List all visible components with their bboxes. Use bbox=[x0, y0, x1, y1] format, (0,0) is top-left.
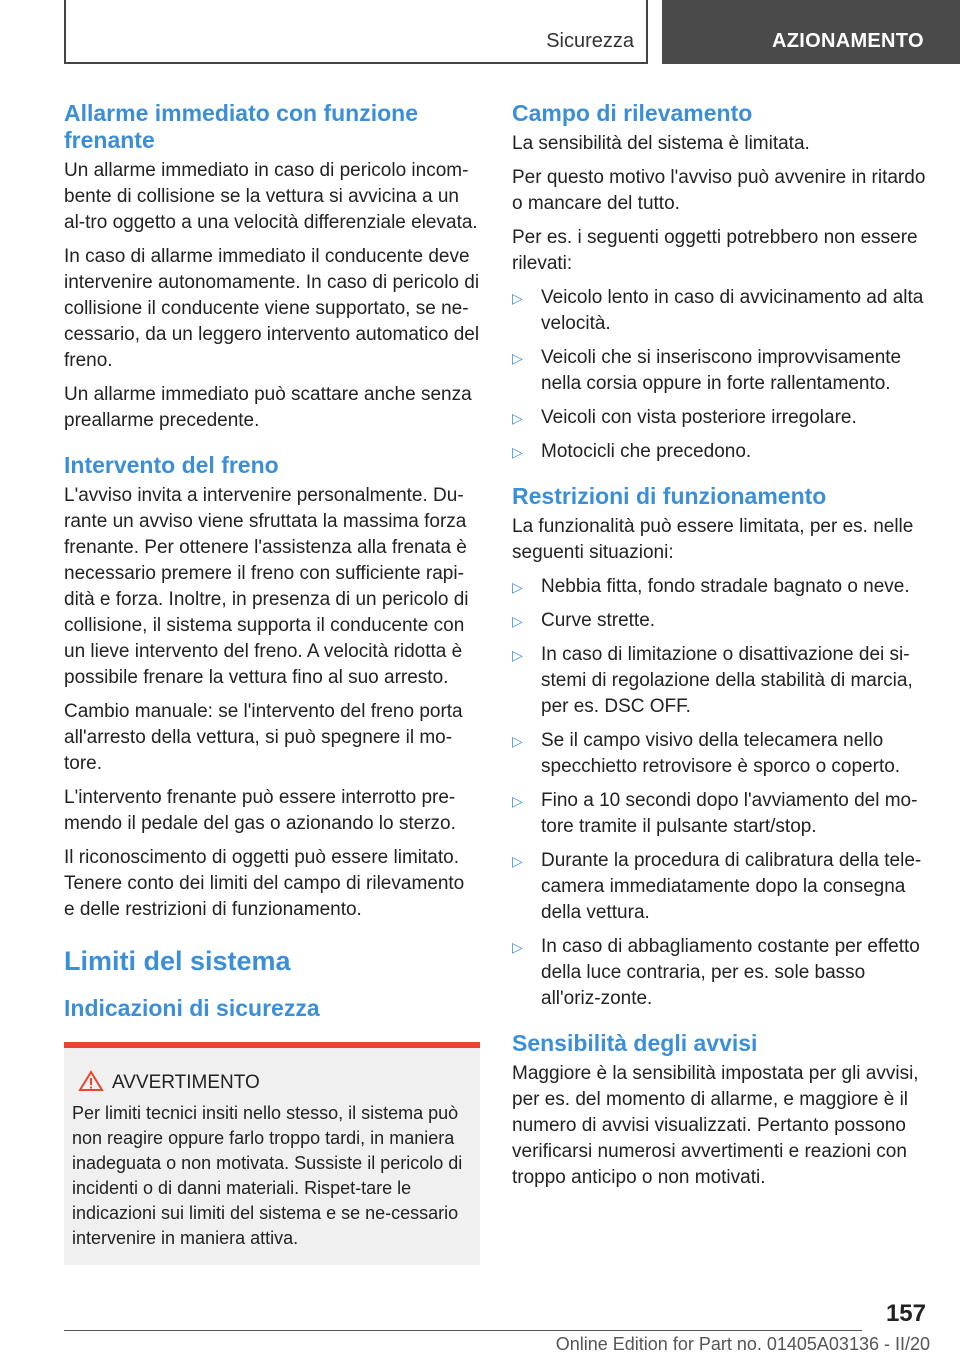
warning-box bbox=[64, 1042, 480, 1265]
bullet-triangle-icon: ▷ bbox=[512, 939, 523, 955]
bullet-triangle-icon: ▷ bbox=[512, 853, 523, 869]
bullet-triangle-icon: ▷ bbox=[512, 613, 523, 629]
bullet-triangle-icon: ▷ bbox=[512, 579, 523, 595]
heading-warning-sensitivity: Sensibilità degli avvisi bbox=[512, 1030, 758, 1056]
paragraph: La funzionalità può essere limitata, per es. nelle seguenti situazioni: bbox=[512, 516, 914, 563]
paragraph: Un allarme immediato può scattare anche senza preallarme precedente. bbox=[64, 384, 472, 431]
paragraph: In caso di allarme immediato il conducente deve intervenire autonomamente. In caso di pericolo di collisione il conducente viene supportato, se ne-cessario, da un leggero intervento automatico del freno. bbox=[64, 246, 480, 371]
paragraph: L'avviso invita a intervenire personalmente. Du-rante un avviso viene sfruttata la massima forza frenante. Per ottenere l'assistenza alla frenata è necessario premere il freno con sufficiente rapi-dità e forza. Inoltre, in presenza di un pericolo di collisione, il sistema supporta il conducente con un lieve intervento del freno. A velocità ridotta è possibile frenare la vettura fino al suo arresto. bbox=[64, 485, 469, 688]
list-item: ▷ Veicoli con vista posteriore irregolare. bbox=[512, 405, 926, 431]
warning-title-text: AVVERTIMENTO bbox=[112, 1072, 260, 1093]
footer-edition: Online Edition for Part no. 01405A03136 - II/20 bbox=[555, 1334, 930, 1354]
list-item: ▷ In caso di limitazione o disattivazione dei si-stemi di regolazione della stabilità di marcia, per es. DSC OFF. bbox=[512, 644, 913, 717]
heading-brake-intervention: Intervento del freno bbox=[64, 452, 279, 478]
paragraph: Un allarme immediato in caso di pericolo incom-bente di collisione se la vettura si avvicina a un al-tro oggetto a una velocità differenziale elevata. bbox=[64, 160, 478, 233]
paragraph: Cambio manuale: se l'intervento del freno porta all'arresto della vettura, si può spegnere il mo-tore. bbox=[64, 701, 463, 774]
heading-safety-notes: Indicazioni di sicurezza bbox=[64, 995, 320, 1021]
paragraph: L'intervento frenante può essere interrotto pre-mendo il pedale del gas o azionando lo sterzo. bbox=[64, 787, 456, 834]
header-section-title: Sicurezza bbox=[546, 30, 634, 52]
bullet-triangle-icon: ▷ bbox=[512, 647, 523, 663]
bullet-triangle-icon: ▷ bbox=[512, 793, 523, 809]
heading-immediate-alarm: Allarme immediato con funzione frenante bbox=[64, 100, 418, 153]
heading-system-limits: Limiti del sistema bbox=[64, 946, 291, 976]
warning-triangle-icon bbox=[78, 1070, 104, 1092]
warning-title bbox=[72, 1070, 470, 1095]
warning-text: Per limiti tecnici insiti nello stesso, il sistema può non reagire oppure farlo troppo tardi, in maniera inadeguata o non motivata. Sussiste il pericolo di incidenti o di danni materiali. Rispet-tare le indicazioni sui limiti del sistema e se ne-cessario intervenire in maniera attiva. bbox=[72, 1103, 463, 1248]
bullet-triangle-icon: ▷ bbox=[512, 410, 523, 426]
paragraph: Per es. i seguenti oggetti potrebbero non essere rilevati: bbox=[512, 227, 918, 274]
list-item: ▷ Fino a 10 secondi dopo l'avviamento del mo-tore tramite il pulsante start/stop. bbox=[512, 790, 918, 837]
header-chapter-tab: AZIONAMENTO bbox=[662, 0, 960, 64]
bullet-list-undetected bbox=[512, 285, 926, 465]
footer-divider bbox=[64, 1330, 862, 1331]
page-number: 157 bbox=[885, 1300, 926, 1327]
paragraph: La sensibilità del sistema è limitata. bbox=[512, 133, 810, 154]
bullet-triangle-icon: ▷ bbox=[512, 350, 523, 366]
paragraph: Maggiore è la sensibilità impostata per gli avvisi, per es. del momento di allarme, e maggiore è il numero di avvisi visualizzati. Pertanto possono verificarsi numerosi avvertimenti e reazioni con troppo anticipo o non motivati. bbox=[512, 1063, 919, 1188]
list-item: ▷ Veicolo lento in caso di avvicinamento ad alta velocità. bbox=[512, 287, 924, 334]
list-item: ▷ Se il campo visivo della telecamera nello specchietto retrovisore è sporco o coperto. bbox=[512, 730, 901, 777]
bullet-triangle-icon: ▷ bbox=[512, 733, 523, 749]
list-item: ▷ Durante la procedura di calibratura della tele-camera immediatamente dopo la consegna della vettura. bbox=[512, 850, 922, 923]
list-item: ▷ In caso di abbagliamento costante per effetto della luce contraria, per es. sole basso all'oriz-zonte. bbox=[512, 936, 920, 1009]
bullet-triangle-icon: ▷ bbox=[512, 290, 523, 306]
list-item: ▷ Nebbia fitta, fondo stradale bagnato o neve. bbox=[512, 574, 926, 600]
right-column bbox=[512, 100, 926, 1199]
heading-restrictions: Restrizioni di funzionamento bbox=[512, 483, 827, 509]
heading-detection-range: Campo di rilevamento bbox=[512, 100, 753, 126]
bullet-triangle-icon: ▷ bbox=[512, 444, 523, 460]
list-item: ▷ Curve strette. bbox=[512, 608, 926, 634]
list-item: ▷ Veicoli che si inseriscono improvvisamente nella corsia oppure in forte rallentamento. bbox=[512, 347, 902, 394]
paragraph: Per questo motivo l'avviso può avvenire in ritardo o mancare del tutto. bbox=[512, 167, 926, 214]
paragraph: Il riconoscimento di oggetti può essere limitato. Tenere conto dei limiti del campo di rilevamento e delle restrizioni di funzionamento. bbox=[64, 847, 465, 920]
left-column bbox=[64, 100, 480, 1265]
list-item: ▷ Motocicli che precedono. bbox=[512, 439, 926, 465]
bullet-list-restrictions bbox=[512, 574, 926, 1012]
